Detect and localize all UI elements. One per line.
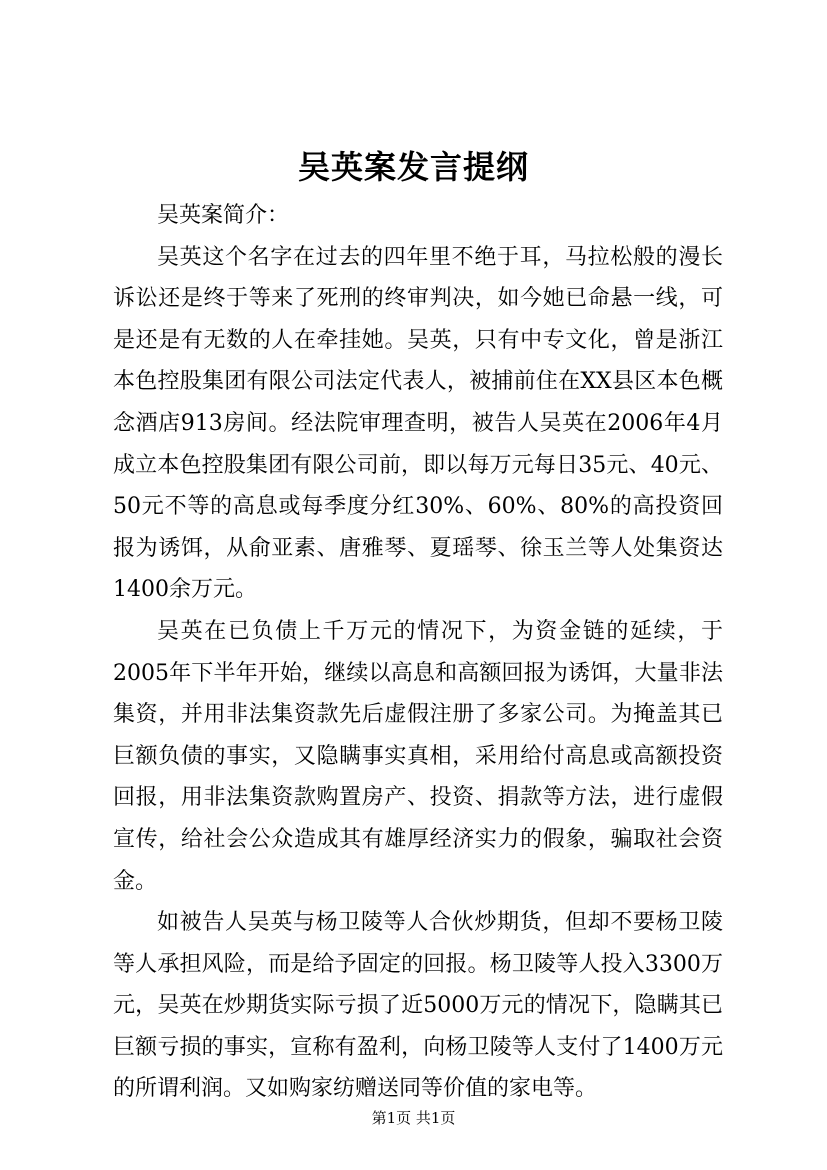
paragraph-futures: 如被告人吴英与杨卫陵等人合伙炒期货，但却不要杨卫陵等人承担风险，而是给予固定的回报。杨卫陵等人投入3300万元，吴英在炒期货实际亏损了近5000万元的情况下，隐瞒其已巨额亏损的事实，宣称有盈利，向杨卫陵等人支付了1400万元的所谓利润。又如购家纺赠送同等价值的家电等。 [113, 910, 723, 1102]
document-title: 吴英案发言提纲 [297, 148, 529, 186]
section-heading: 吴英案简介： [157, 203, 290, 228]
paragraph-debt: 吴英在已负债上千万元的情况下，为资金链的延续，于2005年下半年开始，继续以高息和高额回报为诱饵，大量非法集资，并用非法集资款先后虚假注册了多家公司。为掩盖其已巨额负债的事实，又隐瞒事实真相，采用给付高息或高额投资回报，用非法集资款购置房产、投资、捐款等方法，进行虚假宣传，给社会公众造成其有雄厚经济实力的假象，骗取社会资金。 [113, 618, 723, 894]
paragraph-intro: 吴英这个名字在过去的四年里不绝于耳，马拉松般的漫长诉讼还是终于等来了死刑的终审判决，如今她已命悬一线，可是还是有无数的人在牵挂她。吴英，只有中专文化，曾是浙江本色控股集团有限公司法定代表人，被捕前住在XX县区本色概念酒店913房间。经法院审理查明，被告人吴英在2006年4月成立本色控股集团有限公司前，即以每万元每日35元、40元、50元不等的高息或每季度分红30%、60%、80%的高投资回报为诱饵，从俞亚素、唐雅琴、夏瑶琴、徐玉兰等人处集资达1400余万元。 [113, 244, 723, 603]
page-footer: 第1页 共1页 [371, 1109, 456, 1127]
document-body [113, 195, 723, 1110]
